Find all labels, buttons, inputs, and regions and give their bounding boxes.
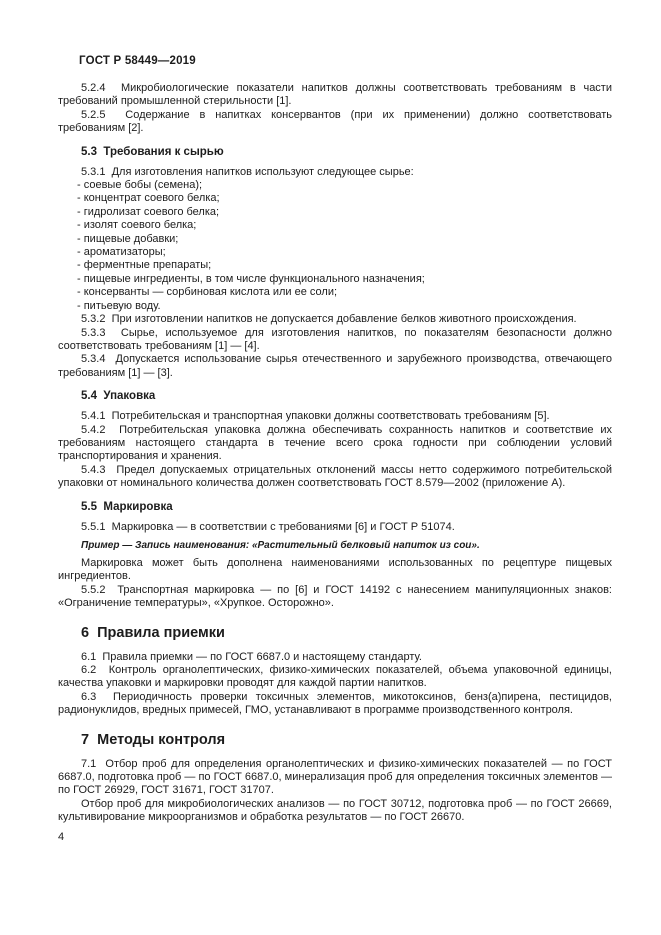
raw-materials-list-item: - гидролизат соевого белка; — [77, 205, 220, 218]
raw-materials-list-item: - изолят соевого белка; — [77, 219, 197, 232]
raw-materials-list-item: - питьевую воду. — [77, 299, 161, 312]
subsection-heading-5-5: 5.5 Маркировка — [81, 500, 173, 513]
clause-5-4-1: 5.4.1 Потребительская и транспортная упаковки должны соответствовать требованиям [5]. — [81, 410, 550, 423]
clause-5-5-1-continuation: Маркировка может быть дополнена наименованиями использованных по рецептуре пищевых ингредиентов. — [58, 556, 612, 583]
raw-materials-list-item: - пищевые добавки; — [77, 232, 179, 245]
raw-materials-list-item: - ароматизаторы; — [77, 246, 166, 259]
clause-7-1: 7.1 Отбор проб для определения органолептических и физико-химических показателей — по ГОСТ 6687.0, подготовка проб — по ГОСТ 6687.0, минерализация проб для определения токсичных элементов — по ГОСТ 26929, ГОСТ 31671, ГОСТ 31707. — [58, 757, 612, 797]
clause-5-4-3: 5.4.3 Предел допускаемых отрицательных отклонений массы нетто содержимого потребительской упаковки от номинального количества должен соответствовать ГОСТ 8.579—2002 (приложение А). — [58, 463, 612, 490]
example-note: Пример — Запись наименования: «Растительный белковый напиток из сои». — [81, 539, 480, 551]
clause-5-2-4: 5.2.4 Микробиологические показатели напитков должны соответствовать требованиям в части требований промышленной стерильности [1]. — [58, 82, 612, 108]
raw-materials-list-item: - ферментные препараты; — [77, 259, 212, 272]
clause-7-1-continuation: Отбор проб для микробиологических анализов — по ГОСТ 30712, подготовка проб — по ГОСТ 26669, культивирование микроорганизмов и обработка результатов — по ГОСТ 26670. — [58, 797, 612, 824]
clause-5-3-4: 5.3.4 Допускается использование сырья отечественного и зарубежного производства, отвечающего требованиям [1] — [3]. — [58, 353, 612, 379]
raw-materials-list-item: - концентрат соевого белка; — [77, 192, 220, 205]
page-number: 4 — [58, 830, 65, 843]
subsection-heading-5-3: 5.3 Требования к сырью — [81, 145, 224, 158]
clause-5-4-2: 5.4.2 Потребительская упаковка должна обеспечивать сохранность напитков и соответствие их требованиям настоящего стандарта в течение всего срока годности при соблюдении условий транспортирования и хранения. — [58, 423, 612, 463]
clause-5-2-5: 5.2.5 Содержание в напитках консервантов (при их применении) должно соответствовать требованиям [2]. — [58, 108, 612, 135]
page-content — [58, 82, 612, 843]
raw-materials-list — [58, 179, 612, 313]
section-heading-6: 6 Правила приемки — [81, 624, 225, 641]
clause-5-3-2: 5.3.2 При изготовлении напитков не допускается добавление белков животного происхождения. — [81, 313, 577, 326]
subsection-heading-5-4: 5.4 Упаковка — [81, 390, 156, 403]
raw-materials-list-item: - пищевые ингредиенты, в том числе функционального назначения; — [77, 272, 425, 285]
clause-5-3-3: 5.3.3 Сырье, используемое для изготовления напитков, по показателям безопасности должно соответствовать требованиям [1] — [4]. — [58, 326, 612, 352]
clause-5-5-2: 5.5.2 Транспортная маркировка — по [6] и ГОСТ 14192 с нанесением манипуляционных знаков: «Ограничение температуры», «Хрупкое. Осторожно». — [58, 583, 612, 610]
section-heading-7: 7 Методы контроля — [81, 731, 226, 748]
raw-materials-list-item: - консерванты — сорбиновая кислота или ее соли; — [77, 286, 338, 299]
clause-5-5-1: 5.5.1 Маркировка — в соответствии с требованиями [6] и ГОСТ Р 51074. — [81, 520, 455, 533]
clause-5-3-1: 5.3.1 Для изготовления напитков используют следующее сырье: — [81, 165, 414, 178]
clause-6-1: 6.1 Правила приемки — по ГОСТ 6687.0 и настоящему стандарту. — [81, 650, 422, 663]
clause-6-3: 6.3 Периодичность проверки токсичных элементов, микотоксинов, бенз(а)пирена, пестицидов, радионуклидов, вредных примесей, ГМО, устанавливают в программе производственного контроля. — [58, 690, 612, 717]
running-header: ГОСТ Р 58449—2019 — [79, 55, 196, 67]
raw-materials-list-item: - соевые бобы (семена); — [77, 179, 203, 192]
clause-6-2: 6.2 Контроль органолептических, физико-химических показателей, объема упаковочной единицы, качества упаковки и маркировки проводят для каждой партии напитков. — [58, 664, 612, 690]
